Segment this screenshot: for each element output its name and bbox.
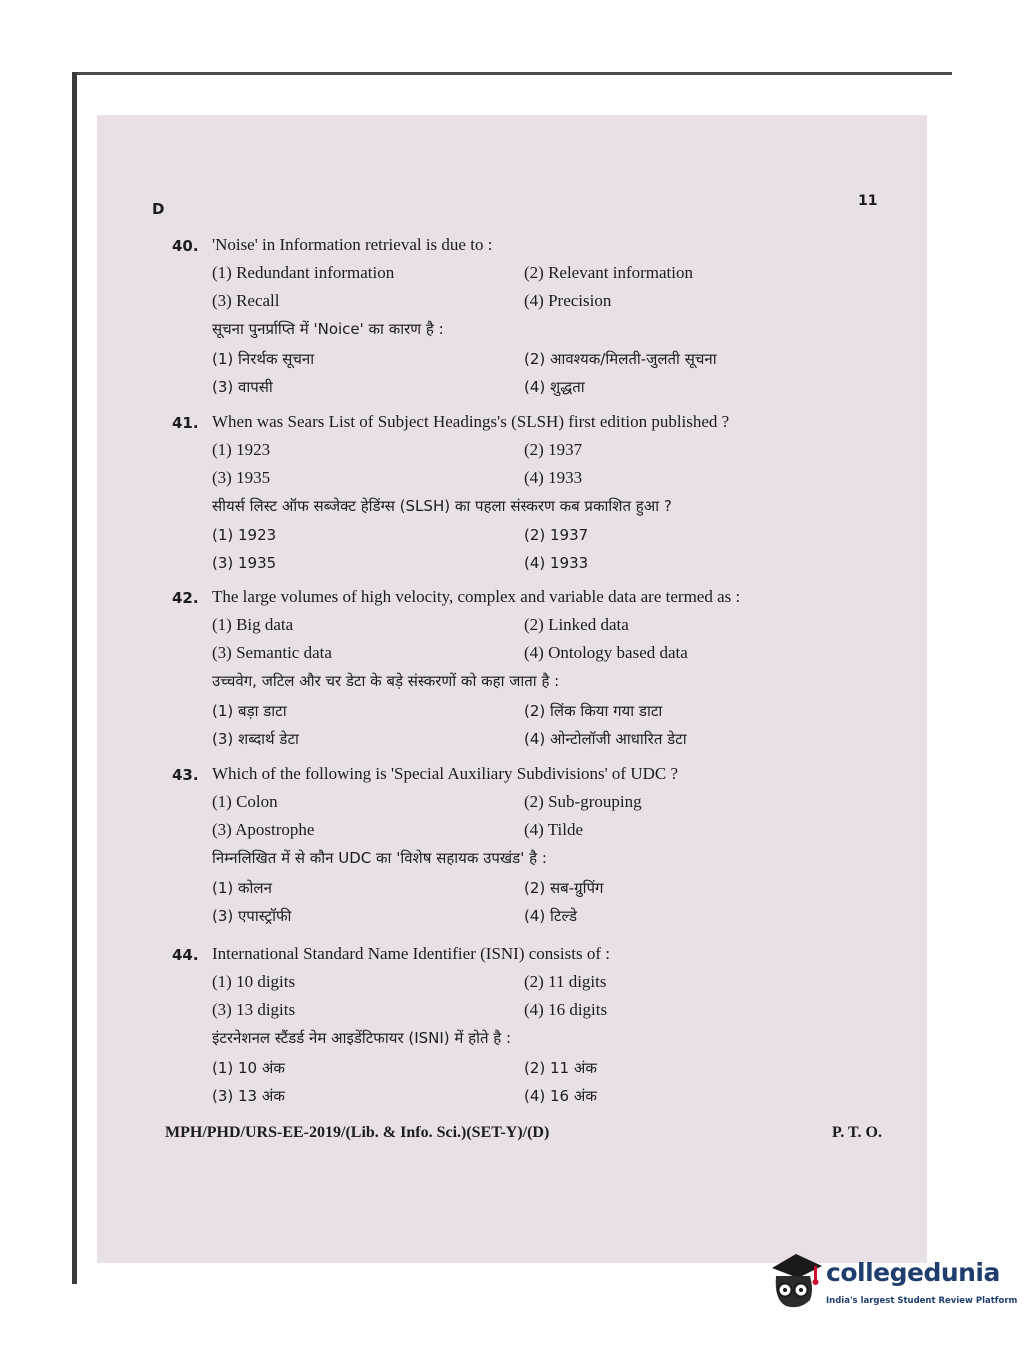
option-4-en: (4) 1933 [524, 468, 583, 487]
option-1-en: (1) Colon [212, 792, 278, 811]
question-number: 41. [172, 414, 199, 432]
question-text-en: When was Sears List of Subject Headings's (SLSH) first edition published ? [212, 412, 730, 431]
option-3-hi: (3) एपास्ट्रॉफी [212, 907, 292, 925]
sheet-letter: D [152, 200, 165, 218]
question-text-en: 'Noise' in Information retrieval is due to : [212, 235, 493, 254]
option-3-en: (3) Recall [212, 291, 280, 310]
question-number: 40. [172, 237, 199, 255]
option-1-hi: (1) कोलन [212, 879, 272, 897]
option-2-en: (2) Linked data [524, 615, 629, 634]
question-text-en: International Standard Name Identifier (ISNI) consists of : [212, 944, 610, 963]
option-1-hi: (1) बड़ा डाटा [212, 702, 287, 720]
page-number: 11 [858, 193, 878, 209]
option-3-en: (3) 13 digits [212, 1000, 296, 1019]
option-1-en: (1) Big data [212, 615, 294, 634]
option-1-hi: (1) 10 अंक [212, 1059, 285, 1077]
option-1-hi: (1) 1923 [212, 526, 277, 544]
question-text-hi: इंटरनेशनल स्टैंडर्ड नेम आइडेंटिफायर (ISNI) में होते है : [212, 1029, 512, 1047]
option-2-hi: (2) लिंक किया गया डाटा [524, 702, 663, 720]
option-3-en: (3) Semantic data [212, 643, 332, 662]
option-3-hi: (3) 13 अंक [212, 1087, 285, 1105]
option-2-en: (2) Sub-grouping [524, 792, 642, 811]
question-43 [172, 762, 872, 930]
question-44 [172, 942, 872, 1110]
option-4-en: (4) Tilde [524, 820, 584, 839]
please-turn-over: P. T. O. [832, 1124, 882, 1141]
option-4-en: (4) Ontology based data [524, 643, 688, 662]
option-1-en: (1) 10 digits [212, 972, 296, 991]
option-3-hi: (3) शब्दार्थ डेटा [212, 730, 299, 748]
question-text-hi: निम्नलिखित में से कौन UDC का 'विशेष सहायक उपखंड' है : [212, 849, 547, 867]
collegedunia-logo [766, 1250, 1018, 1320]
question-text-hi: सूचना पुनर्प्राप्ति में 'Noice' का कारण है : [212, 320, 444, 338]
question-40 [172, 233, 872, 401]
question-42 [172, 585, 872, 753]
option-4-hi: (4) शुद्धता [524, 378, 585, 396]
option-3-hi: (3) 1935 [212, 554, 277, 572]
question-text-en: The large volumes of high velocity, complex and variable data are termed as : [212, 587, 741, 606]
option-4-hi: (4) ओन्टोलॉजी आधारित डेटा [524, 730, 687, 748]
question-text-hi: उच्चवेग, जटिल और चर डेटा के बड़े संस्करणों को कहा जाता है : [212, 672, 560, 690]
option-2-hi: (2) 1937 [524, 526, 589, 544]
question-number: 42. [172, 589, 199, 607]
option-4-hi: (4) टिल्डे [524, 907, 577, 925]
option-2-hi: (2) सब-ग्रुपिंग [524, 879, 604, 897]
option-4-hi: (4) 16 अंक [524, 1087, 597, 1105]
scan-border-top [72, 72, 952, 75]
option-4-hi: (4) 1933 [524, 554, 589, 572]
option-2-hi: (2) आवश्यक/मिलती-जुलती सूचना [524, 350, 717, 368]
option-3-en: (3) Apostrophe [212, 820, 315, 839]
option-2-hi: (2) 11 अंक [524, 1059, 597, 1077]
option-2-en: (2) 1937 [524, 440, 583, 459]
option-3-en: (3) 1935 [212, 468, 271, 487]
question-number: 43. [172, 766, 199, 784]
brand-tagline: India's largest Student Review Platform [826, 1296, 1018, 1306]
scan-border-left [72, 72, 77, 1284]
option-1-en: (1) Redundant information [212, 263, 395, 282]
option-3-hi: (3) वापसी [212, 378, 273, 396]
student-mascot-icon [766, 1250, 826, 1320]
question-text-en: Which of the following is 'Special Auxiliary Subdivisions' of UDC ? [212, 764, 679, 783]
option-2-en: (2) Relevant information [524, 263, 694, 282]
option-1-hi: (1) निरर्थक सूचना [212, 350, 315, 368]
option-4-en: (4) 16 digits [524, 1000, 608, 1019]
paper-code: MPH/PHD/URS-EE-2019/(Lib. & Info. Sci.)(SET-Y)/(D) [165, 1124, 550, 1141]
option-4-en: (4) Precision [524, 291, 612, 310]
question-41 [172, 410, 872, 578]
option-1-en: (1) 1923 [212, 440, 271, 459]
option-2-en: (2) 11 digits [524, 972, 607, 991]
question-text-hi: सीयर्स लिस्ट ऑफ सब्जेक्ट हेडिंग्स (SLSH) का पहला संस्करण कब प्रकाशित हुआ ? [212, 497, 672, 515]
brand-name: collegedunia [826, 1258, 1000, 1287]
question-number: 44. [172, 946, 199, 964]
